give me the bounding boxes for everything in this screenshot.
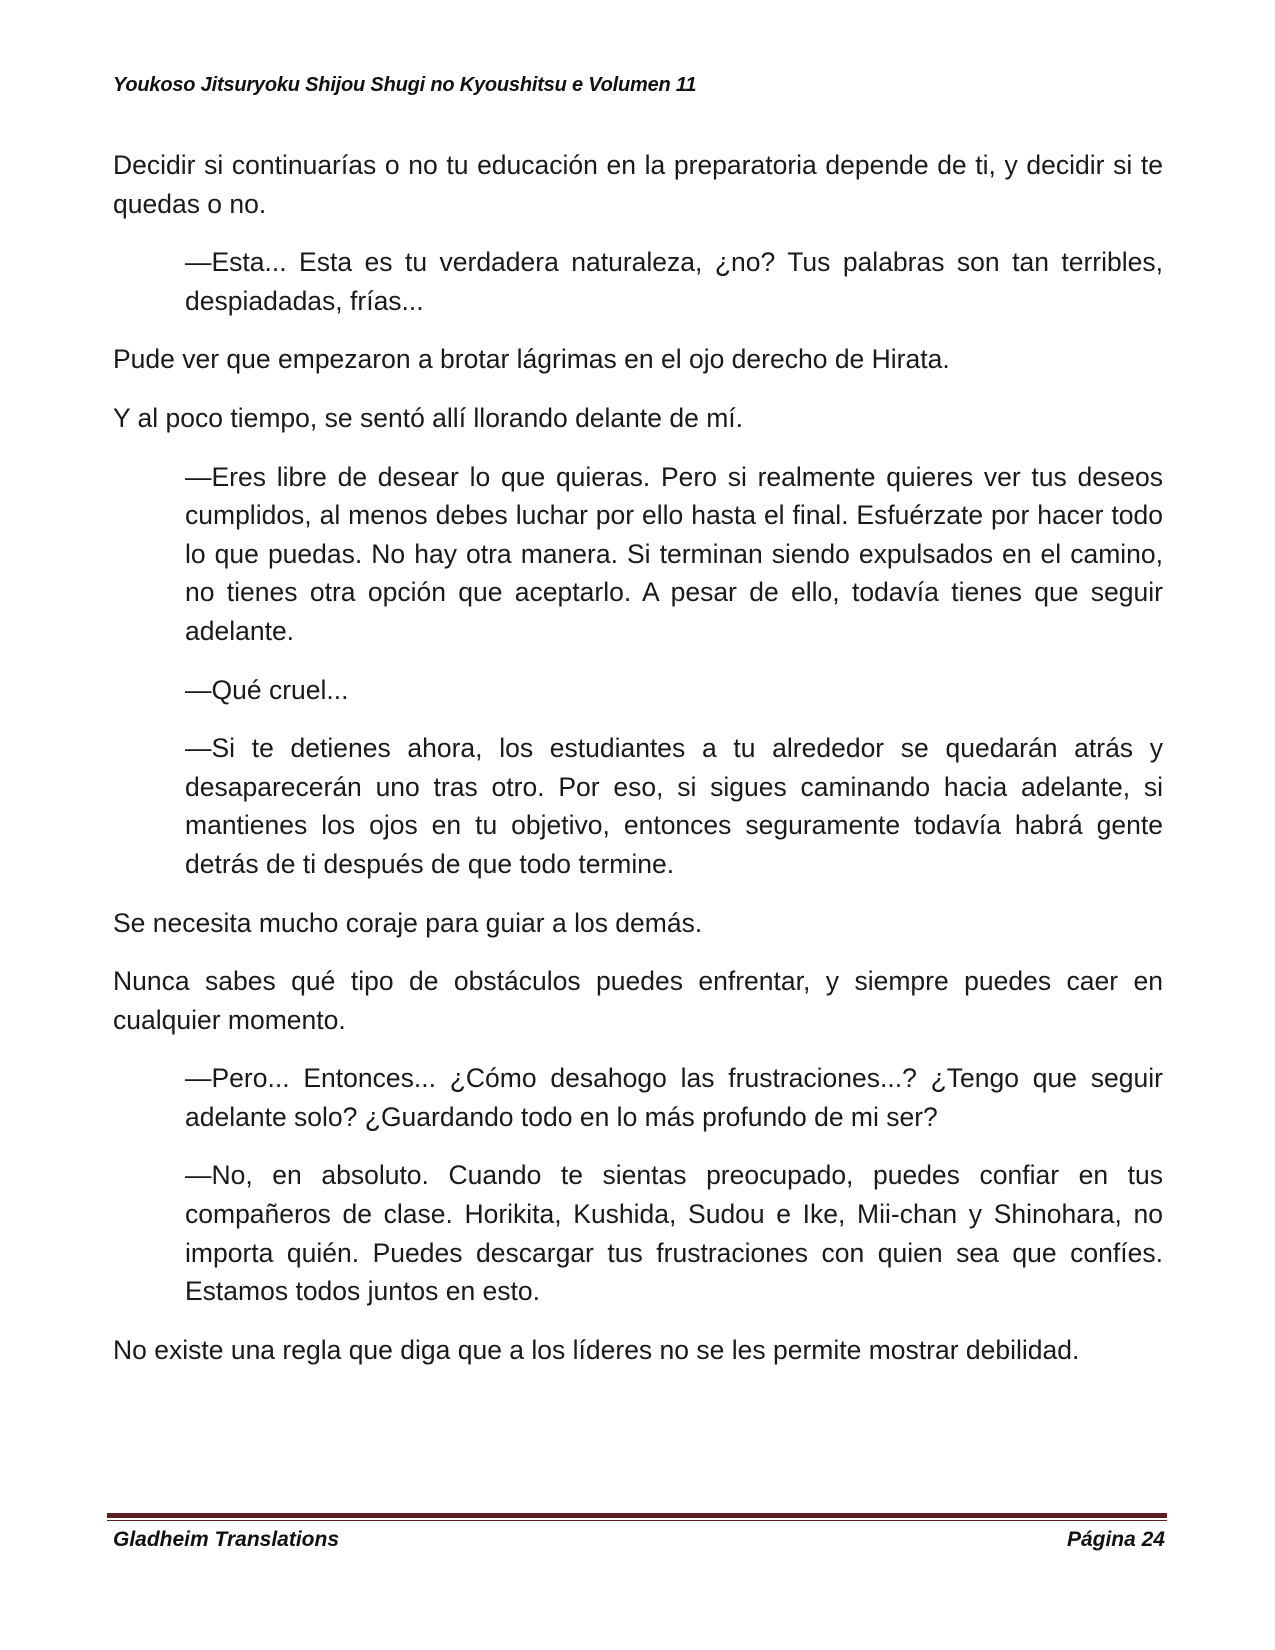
dialogue-paragraph: —Si te detienes ahora, los estudiantes a tu alrededor se quedarán atrás y desaparecerán uno tras otro. Por eso, si sigues caminando hacia adelante, si mantienes los ojos en tu objetivo, entonces seguramente todavía habrá gente detrás de ti después de que todo termine. — [185, 733, 1163, 879]
paragraph: Pude ver que empezaron a brotar lágrimas en el ojo derecho de Hirata. — [113, 344, 950, 375]
footer-page-number: Página 24 — [1066, 1528, 1165, 1551]
footer-divider — [107, 1513, 1167, 1521]
dialogue-paragraph: —Eres libre de desear lo que quieras. Pero si realmente quieres ver tus deseos cumplidos, al menos debes luchar por ello hasta el final. Esfuérzate por hacer todo lo que puedas. No hay otra manera. Si terminan siendo expulsados en el camino, no tienes otra opción que aceptarlo. A pesar de ello, todavía tienes que seguir adelante. — [185, 461, 1163, 646]
footer-divider-thick-line — [107, 1513, 1167, 1518]
paragraph: Se necesita mucho coraje para guiar a los demás. — [113, 907, 703, 938]
dialogue-paragraph: —Qué cruel... — [185, 674, 349, 705]
paragraph: Nunca sabes qué tipo de obstáculos puedes enfrentar, y siempre puedes caer en cualquier momento. — [113, 966, 1163, 1035]
body-text — [113, 146, 1163, 1389]
dialogue-paragraph: —No, en absoluto. Cuando te sientas preocupado, puedes confiar en tus compañeros de clase. Horikita, Kushida, Sudou e Ike, Mii-chan y Shinohara, no importa quién. Puedes descargar tus frustraciones con quien sea que confíes. Estamos todos juntos en esto. — [185, 1160, 1163, 1307]
dialogue-paragraph: —Esta... Esta es tu verdadera naturaleza, ¿no? Tus palabras son tan terribles, despiadadas, frías... — [185, 247, 1163, 316]
footer-divider-thin-line — [107, 1520, 1167, 1521]
footer-translator-credit: Gladheim Translations — [113, 1528, 340, 1551]
dialogue-paragraph: —Pero... Entonces... ¿Cómo desahogo las frustraciones...? ¿Tengo que seguir adelante solo? ¿Guardando todo en lo más profundo de mi ser? — [185, 1063, 1163, 1132]
paragraph: Y al poco tiempo, se sentó allí llorando delante de mí. — [113, 402, 744, 433]
paragraph: No existe una regla que diga que a los líderes no se les permite mostrar debilidad. — [113, 1334, 1080, 1365]
paragraph: Decidir si continuarías o no tu educación en la preparatoria depende de ti, y decidir si te quedas o no. — [113, 150, 1163, 219]
running-header-title: Youkoso Jitsuryoku Shijou Shugi no Kyoushitsu e Volumen 11 — [113, 74, 697, 96]
